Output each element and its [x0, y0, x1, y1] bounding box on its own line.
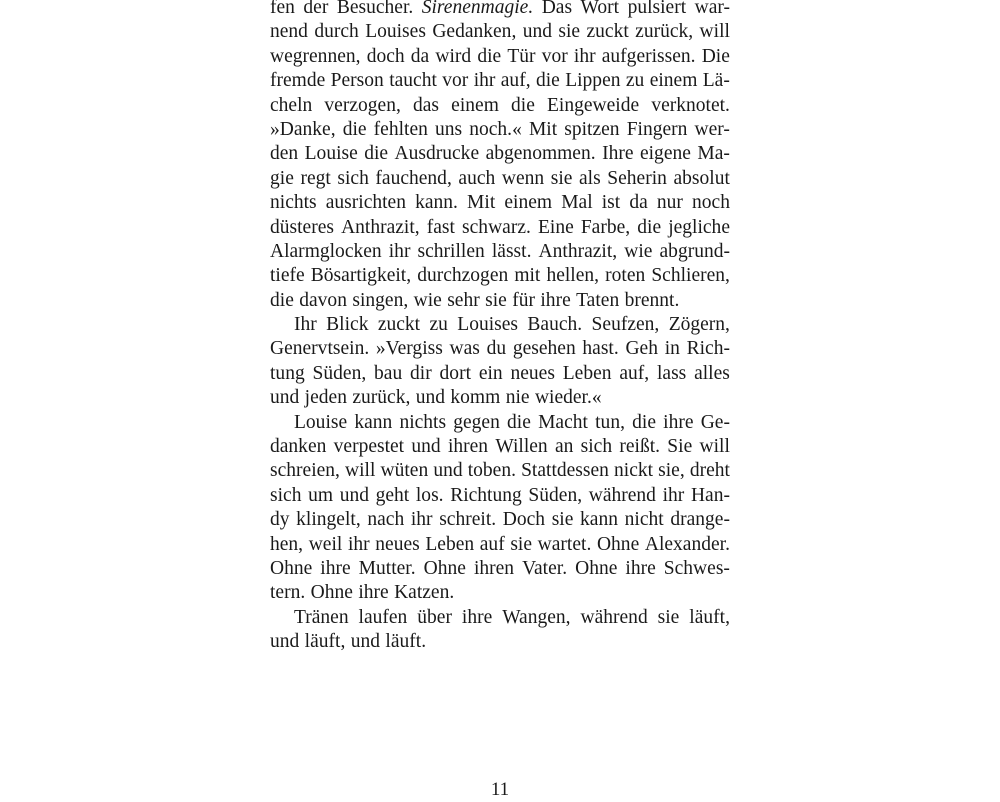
- text-line: den Louise die Ausdrucke abgenommen. Ihre eigene Ma-: [270, 143, 730, 165]
- text-line: wegrennen, doch da wird die Tür vor ihr aufgerissen. Die: [270, 45, 730, 67]
- paragraph: [270, 411, 730, 606]
- text-line: Ohne ihre Mutter. Ohne ihren Vater. Ohne ihre Schwes-: [270, 557, 730, 579]
- text-line: dy klingelt, nach ihr schreit. Doch sie kann nicht drange-: [270, 509, 730, 531]
- text-line: cheln verzogen, das einem die Eingeweide verknotet.: [270, 94, 730, 116]
- text-line: und läuft, und läuft.: [270, 631, 427, 653]
- text-line: »Danke, die fehlten uns noch.« Mit spitzen Fingern wer-: [270, 118, 730, 140]
- text-line: schreien, will wüten und toben. Stattdessen nickt sie, dreht: [270, 460, 730, 482]
- text-line: tung Süden, bau dir dort ein neues Leben auf, lass alles: [270, 362, 730, 384]
- body-text: [270, 0, 730, 655]
- text-line: Alarmglocken ihr schrillen lässt. Anthrazit, wie abgrund-: [270, 240, 730, 262]
- text-line: Ihr Blick zuckt zu Louises Bauch. Seufzen, Zögern,: [294, 314, 730, 336]
- text-line: und jeden zurück, und komm nie wieder.«: [270, 387, 602, 409]
- text-line: nend durch Louises Gedanken, und sie zuckt zurück, will: [270, 21, 730, 43]
- paragraph: [270, 606, 730, 655]
- text-line: fen der Besucher. Sirenenmagie. Das Wort pulsiert war-: [270, 0, 730, 18]
- text-line: fremde Person taucht vor ihr auf, die Lippen zu einem Lä-: [270, 70, 730, 92]
- text-line: sich um und geht los. Richtung Süden, während ihr Han-: [270, 484, 730, 506]
- text-line: danken verpestet und ihren Willen an sich reißt. Sie will: [270, 436, 730, 458]
- paragraph: [270, 0, 730, 313]
- paragraph: [270, 313, 730, 411]
- text-line: die davon singen, wie sehr sie für ihre Taten brennt.: [270, 289, 680, 311]
- text-line: tiefe Bösartigkeit, durchzogen mit hellen, roten Schlieren,: [270, 265, 730, 287]
- text-line: Tränen laufen über ihre Wangen, während sie läuft,: [294, 606, 730, 628]
- text-line: Genervtsein. »Vergiss was du gesehen hast. Geh in Rich-: [270, 338, 730, 360]
- text-line: hen, weil ihr neues Leben auf sie wartet. Ohne Alexander.: [270, 533, 730, 555]
- text-line: düsteres Anthrazit, fast schwarz. Eine Farbe, die jegliche: [270, 216, 730, 238]
- text-line: tern. Ohne ihre Katzen.: [270, 582, 455, 604]
- text-line: gie regt sich fauchend, auch wenn sie als Seherin absolut: [270, 167, 730, 189]
- text-line: nichts ausrichten kann. Mit einem Mal ist da nur noch: [270, 192, 730, 214]
- text-line: Louise kann nichts gegen die Macht tun, die ihre Ge-: [294, 411, 730, 433]
- page-number: 11: [490, 779, 510, 800]
